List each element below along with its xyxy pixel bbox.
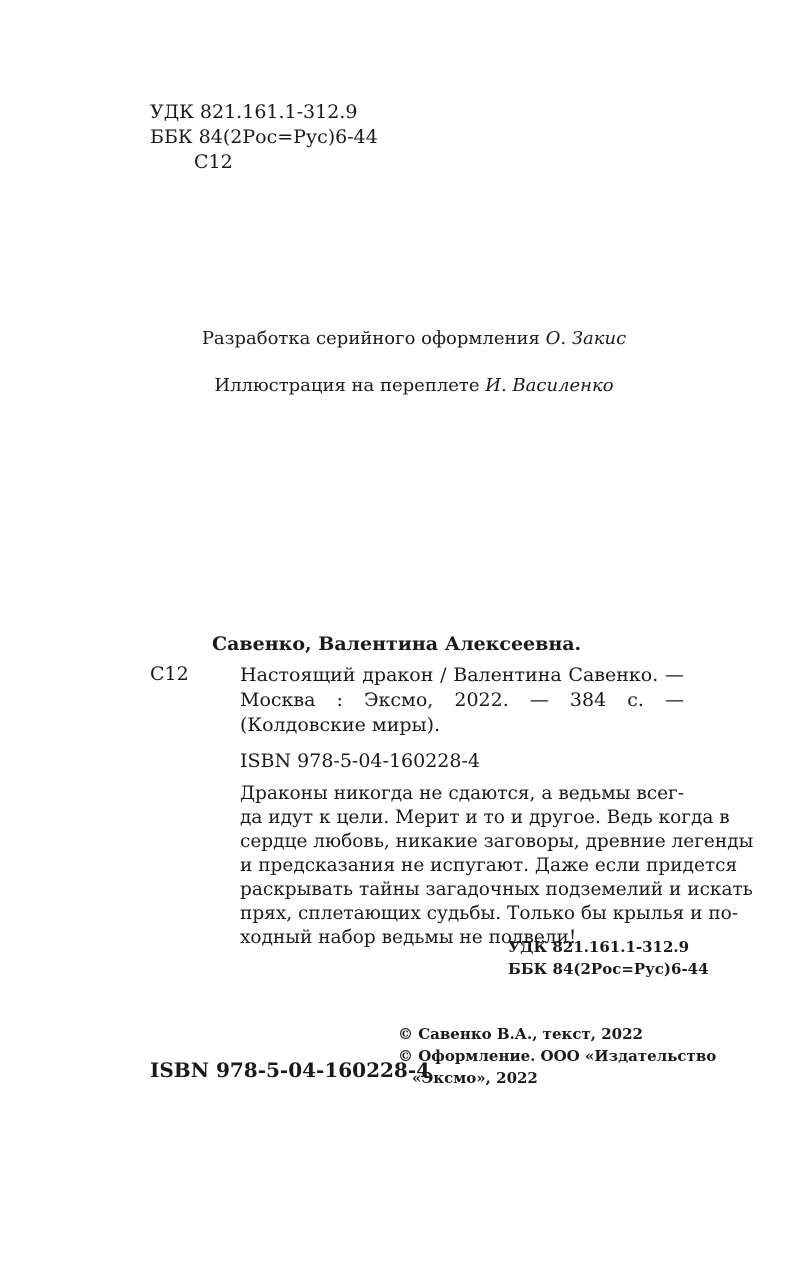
copyright-design-line2: «Эксмо», 2022 xyxy=(412,1069,538,1087)
isbn-large: ISBN 978-5-04-160228-4 xyxy=(150,1058,431,1082)
bibliographic-author: Савенко, Валентина Алексеевна. xyxy=(212,633,582,655)
footer-classification-codes xyxy=(508,936,709,980)
copyright-text: © Савенко В.А., текст, 2022 xyxy=(398,1025,643,1043)
author-mark: С12 xyxy=(194,151,233,173)
footer-bbk-code: ББК 84(2Рос=Рус)6-44 xyxy=(508,960,709,978)
series-design-name: О. Закис xyxy=(545,328,627,349)
series-design-credit xyxy=(0,328,788,349)
copyright-block xyxy=(398,1023,716,1089)
annotation-line: прях, сплетающих судьбы. Только бы крылья и по- xyxy=(240,903,739,924)
cover-illustration-name: И. Василенко xyxy=(485,375,614,396)
udk-code: УДК 821.161.1-312.9 xyxy=(150,101,358,123)
annotation-line: Драконы никогда не сдаются, а ведьмы всег- xyxy=(240,783,684,804)
cover-illustration-label: Иллюстрация на переплете xyxy=(214,375,480,396)
bibliographic-description: Настоящий дракон / Валентина Савенко. — Москва : Эксмо, 2022. — 384 с. — (Колдовские миры). xyxy=(240,664,684,736)
annotation-line: да идут к цели. Мерит и то и другое. Ведь когда в xyxy=(240,807,730,828)
copyright-design-line1: © Оформление. ООО «Издательство xyxy=(398,1047,717,1065)
annotation-line: ходный набор ведьмы не подвели! xyxy=(240,927,577,948)
bibliographic-author-mark: С12 xyxy=(150,663,189,685)
book-annotation xyxy=(240,782,754,950)
annotation-line: раскрывать тайны загадочных подземелий и искать xyxy=(240,879,753,900)
cover-illustration-credit xyxy=(0,375,788,396)
bibliographic-isbn: ISBN 978-5-04-160228-4 xyxy=(240,750,480,772)
footer-udk-code: УДК 821.161.1-312.9 xyxy=(508,938,690,956)
series-design-label: Разработка серийного оформления xyxy=(201,328,540,349)
header-classification-codes xyxy=(150,100,378,175)
bbk-code: ББК 84(2Рос=Рус)6-44 xyxy=(150,126,378,148)
annotation-line: сердце любовь, никакие заговоры, древние легенды xyxy=(240,831,754,852)
annotation-line: и предсказания не испугают. Даже если придется xyxy=(240,855,738,876)
